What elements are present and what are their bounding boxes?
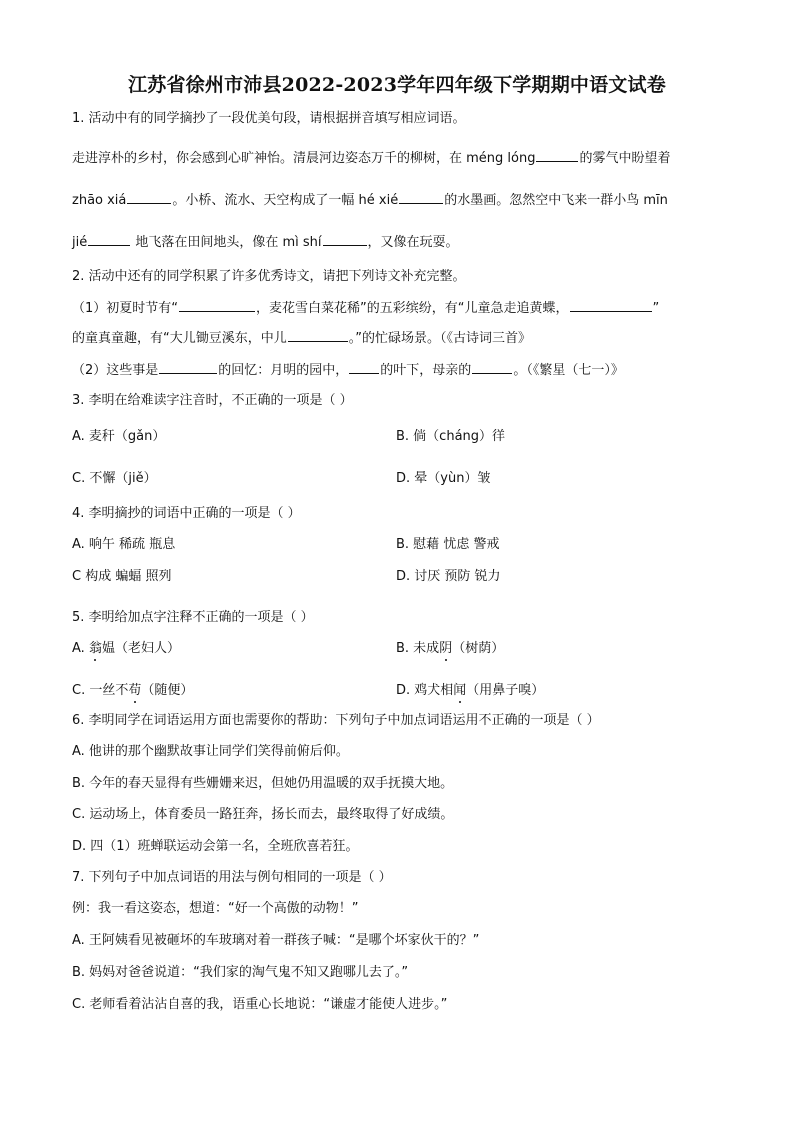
q7-option-a[interactable]: A. 王阿姨看见被砸坏的车玻璃对着一群孩子喊：“是哪个坏家伙干的？” <box>72 933 480 948</box>
emphasized-char: 苟 <box>128 683 142 698</box>
q4-stem: 4. 李明摘抄的词语中正确的一项是（ ） <box>72 506 301 521</box>
q7-stem: 7. 下列句子中加点词语的用法与例句相同的一项是（ ） <box>72 870 392 885</box>
emphasized-char: 阴 <box>439 641 453 656</box>
answer-blank[interactable] <box>323 232 367 246</box>
q5-option-d[interactable] <box>396 682 544 700</box>
q5-option-c[interactable] <box>72 682 193 700</box>
option-text: 媪（老妇人） <box>101 641 180 656</box>
q3-option-b[interactable]: B. 倘（cháng）徉 <box>396 429 506 444</box>
option-text: A. <box>72 641 89 656</box>
q1-line-1 <box>72 148 671 168</box>
q1-text: 。小桥、流水、天空构成了一幅 hé xié <box>172 193 399 208</box>
q1-text: 的水墨画。忽然空中飞来一群小鸟 mīn <box>444 193 668 208</box>
q7-option-c[interactable]: C. 老师看着沾沾自喜的我，语重心长地说：“谦虚才能使人进步。” <box>72 997 448 1012</box>
answer-blank[interactable] <box>179 298 255 312</box>
q2-text: 的叶下，母亲的 <box>380 363 472 378</box>
option-text: D. 鸡犬相 <box>396 683 454 698</box>
q2-line-3 <box>72 360 624 380</box>
option-text: B. 未成 <box>396 641 440 656</box>
q2-text: ” <box>652 301 660 316</box>
answer-blank[interactable] <box>536 148 578 162</box>
q1-line-2 <box>72 190 668 210</box>
q2-stem: 2. 活动中还有的同学积累了许多优秀诗文，请把下列诗文补充完整。 <box>72 269 466 284</box>
q6-option-c[interactable]: C. 运动场上，体育委员一路狂奔，扬长而去，最终取得了好成绩。 <box>72 807 454 822</box>
answer-blank[interactable] <box>349 360 379 374</box>
q4-option-b[interactable]: B. 慰藉 忧虑 警戒 <box>396 537 500 552</box>
answer-blank[interactable] <box>127 190 171 204</box>
answer-blank[interactable] <box>570 298 652 312</box>
q6-stem: 6. 李明同学在词语运用方面也需要你的帮助：下列句子中加点词语运用不正确的一项是（ ） <box>72 713 600 728</box>
answer-blank[interactable] <box>288 328 348 342</box>
q1-stem: 1. 活动中有的同学摘抄了一段优美句段，请根据拼音填写相应词语。 <box>72 111 466 126</box>
q7-example: 例：我一看这姿态，想道：“好一个高傲的动物！” <box>72 901 359 916</box>
q1-text: 的雾气中盼望着 <box>579 151 671 166</box>
q3-option-c[interactable]: C. 不懈（jiě） <box>72 471 157 486</box>
q1-text: 走进淳朴的乡村，你会感到心旷神怡。清晨河边姿态万千的柳树，在 méng lóng <box>72 151 536 166</box>
q7-option-b[interactable]: B. 妈妈对爸爸说道：“我们家的淘气鬼不知又跑哪儿去了。” <box>72 965 409 980</box>
q5-option-a[interactable] <box>72 640 180 658</box>
option-text: （随便） <box>141 683 194 698</box>
q4-option-c[interactable]: C 构成 蝙蝠 照列 <box>72 569 172 584</box>
q2-text: 的童真童趣，有“大儿锄豆溪东，中儿 <box>72 331 287 346</box>
q1-text: jié <box>72 235 88 250</box>
answer-blank[interactable] <box>472 360 512 374</box>
q3-option-d[interactable]: D. 晕（yùn）皱 <box>396 471 491 486</box>
q6-option-b[interactable]: B. 今年的春天显得有些姗姗来迟，但她仍用温暖的双手抚摸大地。 <box>72 776 454 791</box>
q2-line-1 <box>72 298 659 318</box>
q2-line-2 <box>72 328 531 348</box>
q5-option-b[interactable] <box>396 640 504 658</box>
answer-blank[interactable] <box>159 360 217 374</box>
option-text: （树荫） <box>452 641 505 656</box>
q4-option-d[interactable]: D. 讨厌 预防 锐力 <box>396 569 501 584</box>
q1-text: 地飞落在田间地头，像在 mì shí <box>131 235 322 250</box>
q2-text: 。”的忙碌场景。（《古诗词三首》 <box>348 331 531 346</box>
page-title: 江苏省徐州市沛县2022-2023学年四年级下学期期中语文试卷 <box>128 74 666 96</box>
q2-text: （2）这些事是 <box>72 363 159 378</box>
q6-option-a[interactable]: A. 他讲的那个幽默故事让同学们笑得前俯后仰。 <box>72 744 349 759</box>
q1-text: ，又像在玩耍。 <box>367 235 459 250</box>
q2-text: ，麦花雪白菜花稀”的五彩缤纷，有“儿童急走追黄蝶， <box>256 301 569 316</box>
q6-option-d[interactable]: D. 四（1）班蝉联运动会第一名，全班欣喜若狂。 <box>72 839 359 854</box>
answer-blank[interactable] <box>88 232 130 246</box>
q3-stem: 3. 李明在给难读字注音时，不正确的一项是（ ） <box>72 393 353 408</box>
q2-text: （1）初夏时节有“ <box>72 301 179 316</box>
emphasized-char: 闻 <box>453 683 467 698</box>
emphasized-char: 翁 <box>88 641 102 656</box>
q1-line-3 <box>72 232 459 252</box>
q3-option-a[interactable]: A. 麦秆（gǎn） <box>72 429 166 444</box>
option-text: C. 一丝不 <box>72 683 129 698</box>
q5-stem: 5. 李明给加点字注释不正确的一项是（ ） <box>72 610 314 625</box>
q1-text: zhāo xiá <box>72 193 127 208</box>
q2-text: 。（《繁星（七一）》 <box>513 363 624 378</box>
q2-text: 的回忆：月明的园中， <box>218 363 349 378</box>
q4-option-a[interactable]: A. 响午 稀疏 瓶息 <box>72 537 176 552</box>
answer-blank[interactable] <box>399 190 443 204</box>
option-text: （用鼻子嗅） <box>466 683 545 698</box>
